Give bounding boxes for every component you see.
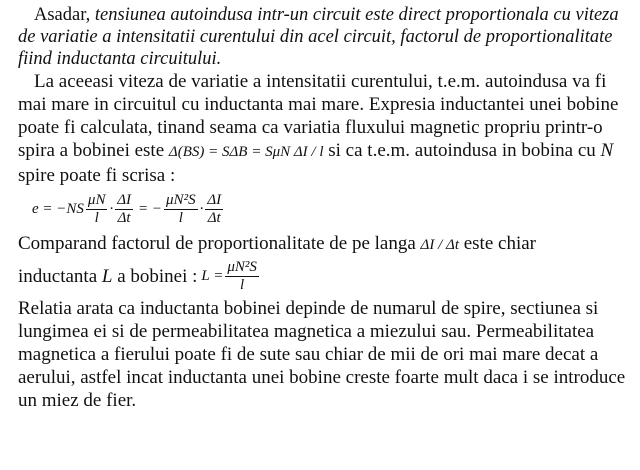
paragraph-comparison (18, 232, 630, 257)
intro-text-b: si ca t.e.m. autoindusa in bobina cu (323, 140, 601, 161)
var-n: N (600, 140, 614, 161)
eq-f2-num: ΔI (117, 191, 132, 208)
eq-equals: = − (138, 200, 163, 217)
comparison-formula: ΔI / Δt (420, 237, 459, 253)
inductance-den: l (240, 276, 245, 293)
flux-formula: Δ(BS) = SΔB = SμN ΔI / l (168, 144, 324, 160)
eq-dot-2: · (199, 200, 204, 217)
inductance-fraction (225, 259, 259, 294)
eq-f2-den: Δt (117, 209, 131, 226)
intro-text-c: spire poate fi scrisa : (18, 165, 176, 186)
comparison-text-b: este chiar (458, 233, 536, 254)
eq-f1-num: μN (87, 191, 106, 208)
eq-fraction-3 (164, 192, 198, 227)
eq-fraction-1 (86, 192, 108, 227)
eq-f4-num: ΔI (207, 191, 222, 208)
intro-text-a: La aceeasi viteza de variatie a intensitatii curentului, t.e.m. autoindusa va fi mai mare in circuitul cu inductanta mai mare. Expresia inductantei unei bobine poate fi calculata, tinand seama ca variatia fluxului magnetic propriu printr-o spira a bobinei este (18, 71, 619, 161)
summary-lead: Asadar, (34, 5, 95, 25)
eq-f4-den: Δt (207, 209, 221, 226)
eq-f3-num: μN²S (166, 191, 196, 208)
summary-italic: tensiunea autoindusa intr-un circuit este direct proportionala cu viteza de variatie a intensitatii curentului din acel circuit, factorul de proportionalitate fiind inductanta circuitului. (18, 5, 619, 69)
comparison-text-a: Comparand factorul de proportionalitate de pe langa (18, 233, 421, 254)
eq-f3-den: l (178, 209, 183, 226)
paragraph-inductance-intro (18, 70, 630, 187)
formula-text-b: a bobinei : (117, 265, 198, 287)
paragraph-conclusion (18, 297, 630, 412)
eq-fraction-2 (115, 192, 133, 227)
paragraph-summary (18, 4, 630, 70)
eq-f1-den: l (94, 209, 99, 226)
paragraph-inductance-formula (18, 257, 630, 295)
inductance-lhs: L = (201, 267, 224, 284)
emf-equation (32, 189, 630, 229)
document-page (18, 4, 630, 412)
var-l: L (101, 265, 113, 287)
eq-lhs: e = −NS (32, 200, 84, 217)
conclusion-text: Relatia arata ca inductanta bobinei depinde de numarul de spire, sectiunea si lungimea ei si de permeabilitatea magnetica a miezului sau. Permeabilitatea magnetica a fierului poate fi de sute sau chiar de mii de ori mai mare decat a aerului, astfel incat inductanta unei bobine creste foarte mult daca i se introduce un miez de fier. (18, 298, 626, 411)
inductance-num: μN²S (227, 258, 257, 275)
eq-dot-1: · (109, 200, 114, 217)
eq-fraction-4 (205, 192, 223, 227)
formula-text-a: inductanta (18, 265, 98, 287)
